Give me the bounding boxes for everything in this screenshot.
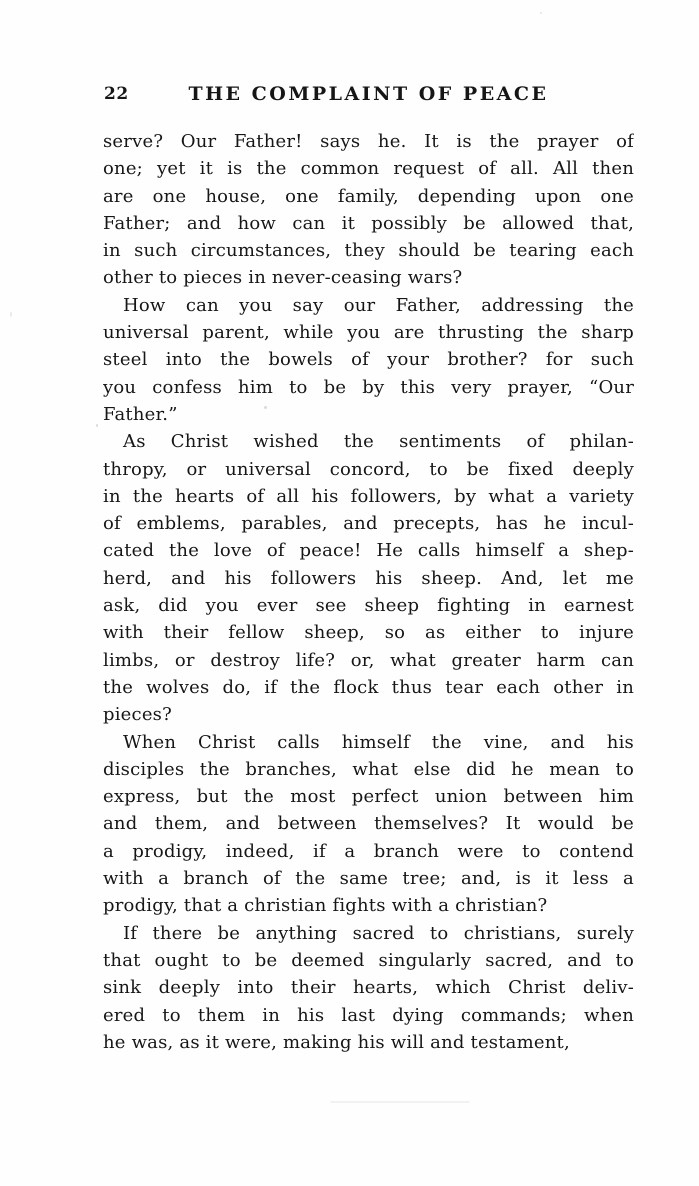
text-line: disciples the branches, what else did he mean to — [103, 758, 634, 780]
scan-speck — [96, 424, 98, 427]
scan-speck — [264, 406, 267, 409]
text-line: of emblems, parables, and precepts, has he incul- — [103, 513, 634, 535]
text-line: with a branch of the same tree; and, is it less a — [103, 868, 634, 890]
paragraph — [103, 729, 634, 920]
text-line: Father; and how can it possibly be allowed that, — [103, 212, 634, 234]
running-header — [103, 83, 634, 107]
paragraph — [103, 920, 634, 1056]
text-line: ered to them in his last dying commands; when — [103, 1004, 634, 1026]
text-line: When Christ calls himself the vine, and his — [123, 731, 634, 753]
paragraph — [103, 292, 634, 428]
text-line: a prodigy, indeed, if a branch were to contend — [103, 840, 634, 862]
text-line: one; yet it is the common request of all. All then — [103, 158, 634, 180]
paragraph — [103, 428, 634, 728]
text-line: ask, did you ever see sheep fighting in earnest — [103, 595, 634, 617]
text-line: How can you say our Father, addressing the — [123, 294, 634, 316]
text-line: other to pieces in never-ceasing wars? — [103, 267, 463, 289]
text-line: thropy, or universal concord, to be fixed deeply — [103, 458, 634, 480]
scan-speck — [540, 12, 542, 14]
text-line: If there be anything sacred to christians, surely — [123, 922, 634, 944]
text-line: the wolves do, if the flock thus tear each other in — [103, 676, 634, 698]
text-line: steel into the bowels of your brother? for such — [103, 349, 634, 371]
text-line: herd, and his followers his sheep. And, let me — [103, 567, 634, 589]
text-line: limbs, or destroy life? or, what greater harm can — [103, 649, 634, 671]
text-line: universal parent, while you are thrusting the sharp — [103, 322, 634, 344]
text-line: pieces? — [103, 704, 172, 726]
page-body-text — [103, 128, 634, 1056]
text-line: express, but the most perfect union between him — [103, 786, 634, 808]
text-line: As Christ wished the sentiments of philan- — [123, 431, 634, 453]
text-line: Father.” — [103, 403, 178, 425]
text-line: serve? Our Father! says he. It is the prayer of — [103, 131, 634, 152]
text-line: sink deeply into their hearts, which Christ deliv- — [103, 977, 634, 999]
text-line: you confess him to be by this very prayer, “Our — [103, 376, 634, 398]
text-line: in such circumstances, they should be tearing each — [103, 240, 634, 262]
text-line: he was, as it were, making his will and testament, — [103, 1031, 570, 1053]
text-line: prodigy, that a christian fights with a christian? — [103, 895, 548, 917]
text-line: with their fellow sheep, so as either to injure — [103, 622, 634, 644]
text-line: that ought to be deemed singularly sacred, and to — [103, 949, 634, 971]
text-line: in the hearts of all his followers, by what a variety — [103, 485, 634, 507]
scan-speck — [10, 312, 12, 317]
text-line: and them, and between themselves? It would be — [103, 813, 634, 835]
text-line: are one house, one family, depending upon one — [103, 185, 634, 207]
text-line: cated the love of peace! He calls himself a shep- — [103, 540, 634, 562]
paragraph — [103, 128, 634, 292]
scan-speck — [330, 1101, 470, 1103]
page-number: 22 — [104, 84, 129, 104]
page-title: THE COMPLAINT OF PEACE — [188, 83, 549, 105]
